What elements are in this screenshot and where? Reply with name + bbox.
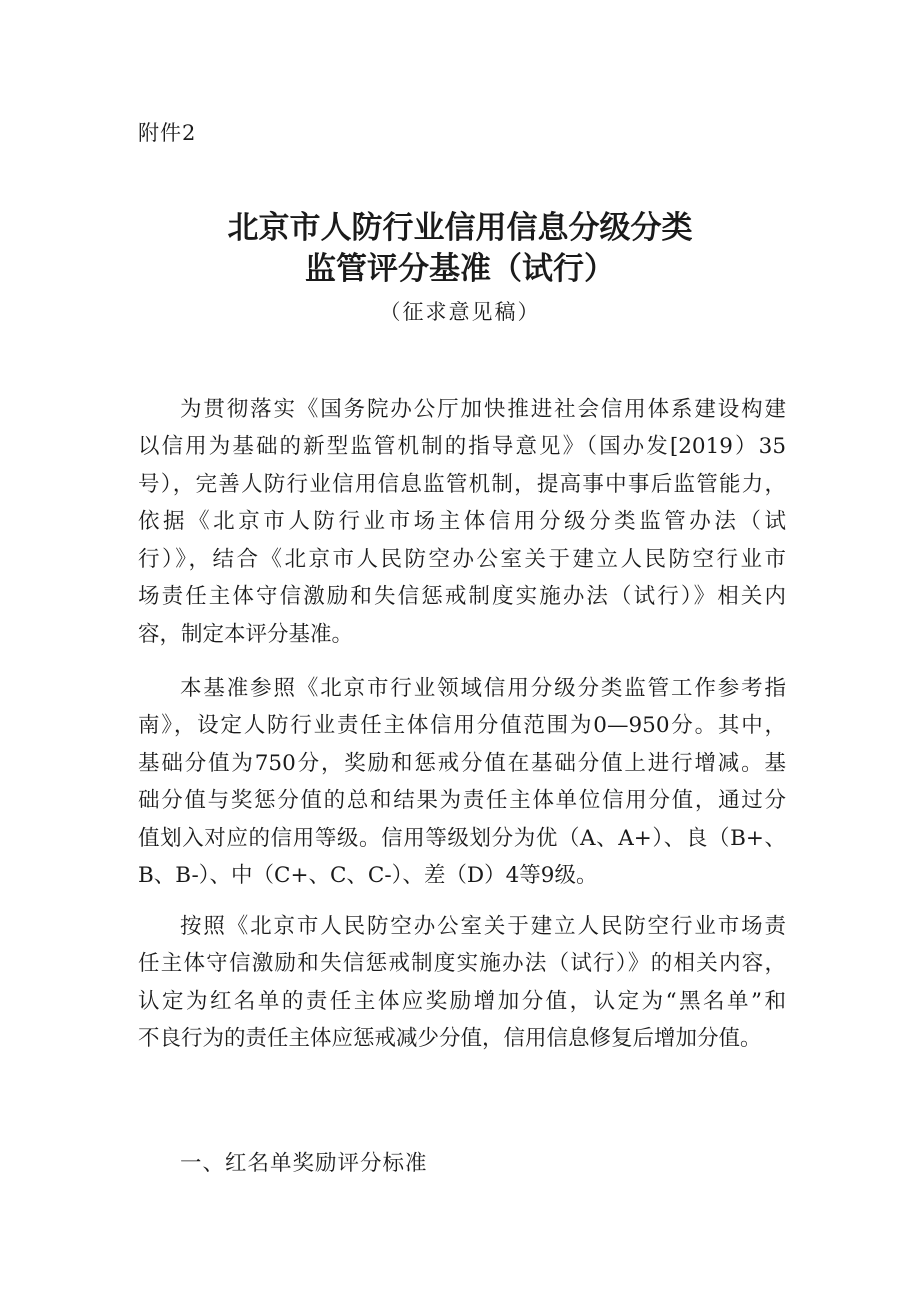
paragraph-line: 为贯彻落实《国务院办公厅加快推进社会信用体系建设构建: [180, 397, 786, 422]
paragraph-line: 值划入对应的信用等级。信用等级划分为优（A、A+）、良（B+、: [138, 826, 786, 851]
document-title-line-2: 监管评分基准（试行）: [305, 251, 615, 287]
paragraph-line: B、B-）、中（C+、C、C-）、差（D）4等9级。: [138, 863, 598, 888]
paragraph-line: 按照《北京市人民防空办公室关于建立人民防空行业市场责: [180, 914, 786, 939]
paragraph-line: 行）》，结合《北京市人民防空办公室关于建立人民防空行业市: [138, 547, 786, 572]
paragraph-line: 号），完善人防行业信用信息监管机制，提高事中事后监管能力，: [138, 472, 786, 497]
paragraph-line: 场责任主体守信激励和失信惩戒制度实施办法（试行）》相关内: [138, 584, 786, 609]
paragraph-line: 基础分值为750分，奖励和惩戒分值在基础分值上进行增减。基: [138, 751, 786, 776]
paragraph-line: 认定为红名单的责任主体应奖励增加分值，认定为“黑名单”和: [138, 989, 786, 1014]
attachment-label: 附件2: [138, 121, 197, 145]
paragraph-line: 任主体守信激励和失信惩戒制度实施办法（试行）》的相关内容，: [138, 951, 786, 976]
paragraph-line: 容，制定本评分基准。: [138, 622, 354, 647]
draft-subtitle: （征求意见稿）: [379, 300, 541, 324]
paragraph-line: 依据《北京市人防行业市场主体信用分级分类监管办法（试: [138, 509, 786, 534]
paragraph-line: 以信用为基础的新型监管机制的指导意见》（国办发[2019）35: [138, 434, 786, 459]
paragraph-line: 南》，设定人防行业责任主体信用分值范围为0—950分。其中，: [138, 713, 786, 738]
paragraph-line: 本基准参照《北京市行业领域信用分级分类监管工作参考指: [180, 676, 786, 701]
paragraph-line: 础分值与奖惩分值的总和结果为责任主体单位信用分值，通过分: [138, 788, 786, 813]
paragraph-line: 不良行为的责任主体应惩戒减少分值，信用信息修复后增加分值。: [138, 1026, 762, 1051]
document-title-line-1: 北京市人防行业信用信息分级分类: [227, 210, 693, 246]
section-heading: 一、红名单奖励评分标准: [180, 1151, 428, 1176]
